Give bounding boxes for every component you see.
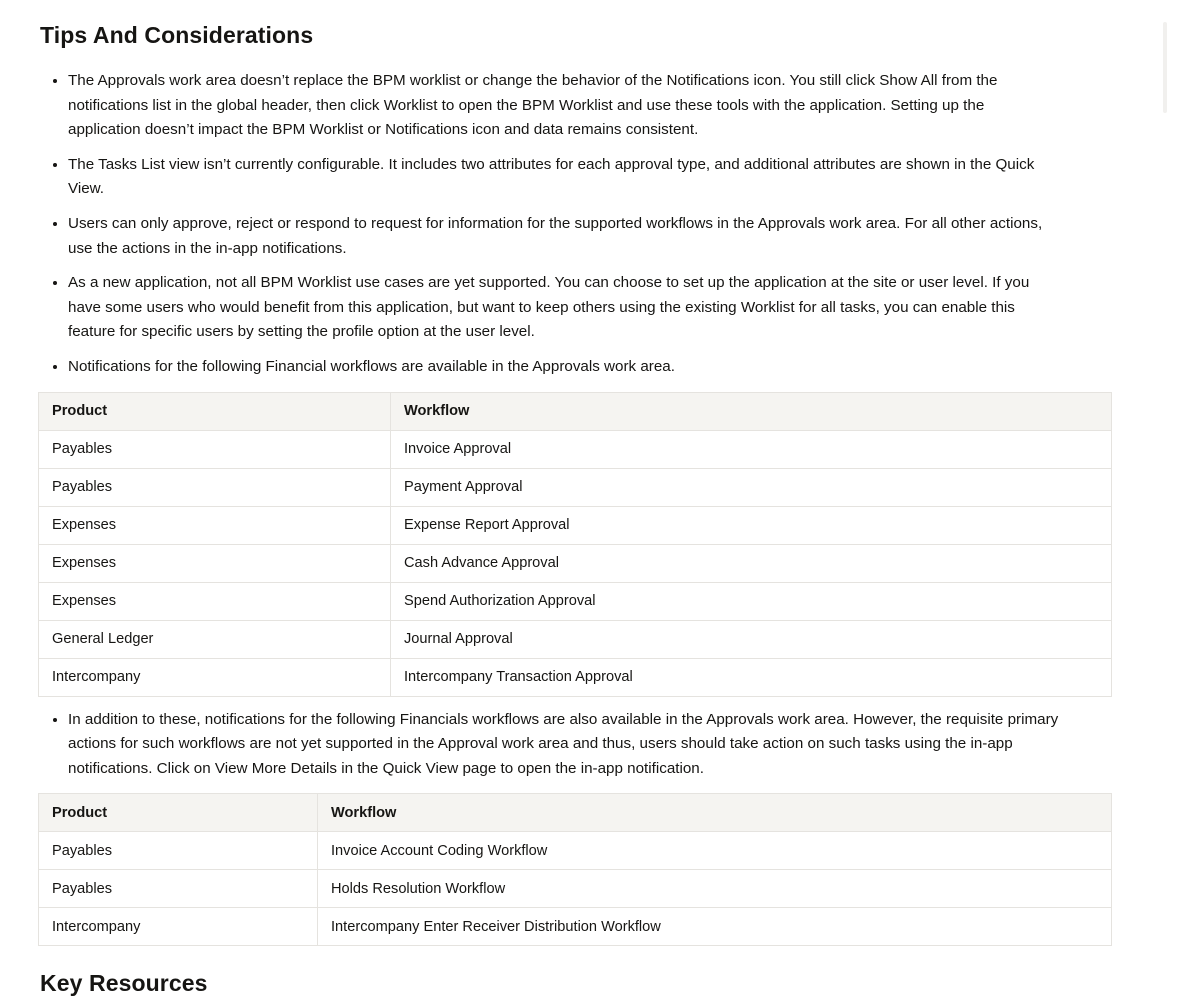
table-header-row [39, 794, 1112, 832]
tip-item: • Notifications for the following Financial workflows are available in the Approvals work area. [68, 355, 1060, 380]
product-cell: Payables [39, 832, 318, 870]
table-row [39, 544, 1112, 582]
tips-list-continued [40, 708, 1120, 782]
doc-page [0, 22, 1180, 997]
table-row [39, 908, 1112, 946]
column-header-product: Product [39, 392, 391, 430]
workflow-cell: Journal Approval [391, 620, 1112, 658]
product-cell: Payables [39, 430, 391, 468]
column-header-workflow: Workflow [391, 392, 1112, 430]
page-title: Tips And Considerations [40, 22, 314, 48]
table-row [39, 620, 1112, 658]
table-row [39, 832, 1112, 870]
unsupported-workflows-table [38, 793, 1112, 946]
table-row [39, 506, 1112, 544]
tip-item: • Users can only approve, reject or respond to request for information for the supported workflows in the Approvals work area. For all other actions, use the actions in the in-app notifications. [68, 212, 1060, 261]
tip-item: • The Approvals work area doesn’t replace the BPM worklist or change the behavior of the Notifications icon. You still click Show All from the notifications list in the global header, then click Worklist to open the BPM Worklist and use these tools with the application. Setting up the application doesn’t impact the BPM Worklist or Notifications icon and data remains consistent. [68, 69, 1060, 143]
workflow-cell: Invoice Approval [391, 430, 1112, 468]
table-row [39, 870, 1112, 908]
table-header-row [39, 392, 1112, 430]
scrollbar-track[interactable] [1163, 22, 1167, 113]
workflow-cell: Invoice Account Coding Workflow [318, 832, 1112, 870]
table-row [39, 582, 1112, 620]
product-cell: Intercompany [39, 908, 318, 946]
column-header-product: Product [39, 794, 318, 832]
tip-item: • The Tasks List view isn’t currently configurable. It includes two attributes for each approval type, and additional attributes are shown in the Quick View. [68, 153, 1060, 202]
workflow-cell: Payment Approval [391, 468, 1112, 506]
product-cell: General Ledger [39, 620, 391, 658]
product-cell: Expenses [39, 506, 391, 544]
financial-workflows-table [38, 392, 1112, 697]
workflow-cell: Intercompany Transaction Approval [391, 658, 1112, 696]
product-cell: Expenses [39, 544, 391, 582]
tip-item: • In addition to these, notifications for the following Financials workflows are also available in the Approvals work area. However, the requisite primary actions for such workflows are not yet supported in the Approval work area and thus, users should take action on such tasks using the in-app notifications. Click on View More Details in the Quick View page to open the in-app notification. [68, 708, 1060, 782]
product-cell: Intercompany [39, 658, 391, 696]
table-row [39, 468, 1112, 506]
key-resources-title: Key Resources [40, 970, 208, 997]
column-header-workflow: Workflow [318, 794, 1112, 832]
workflow-cell: Intercompany Enter Receiver Distribution Workflow [318, 908, 1112, 946]
workflow-cell: Expense Report Approval [391, 506, 1112, 544]
workflow-cell: Holds Resolution Workflow [318, 870, 1112, 908]
workflow-cell: Spend Authorization Approval [391, 582, 1112, 620]
product-cell: Payables [39, 468, 391, 506]
tips-list [40, 69, 1120, 380]
workflow-cell: Cash Advance Approval [391, 544, 1112, 582]
table-row [39, 430, 1112, 468]
product-cell: Payables [39, 870, 318, 908]
table-row [39, 658, 1112, 696]
tip-item: • As a new application, not all BPM Worklist use cases are yet supported. You can choose to set up the application at the site or user level. If you have some users who would benefit from this application, but want to keep others using the existing Worklist for all tasks, you can enable this feature for specific users by setting the profile option at the user level. [68, 271, 1060, 345]
product-cell: Expenses [39, 582, 391, 620]
